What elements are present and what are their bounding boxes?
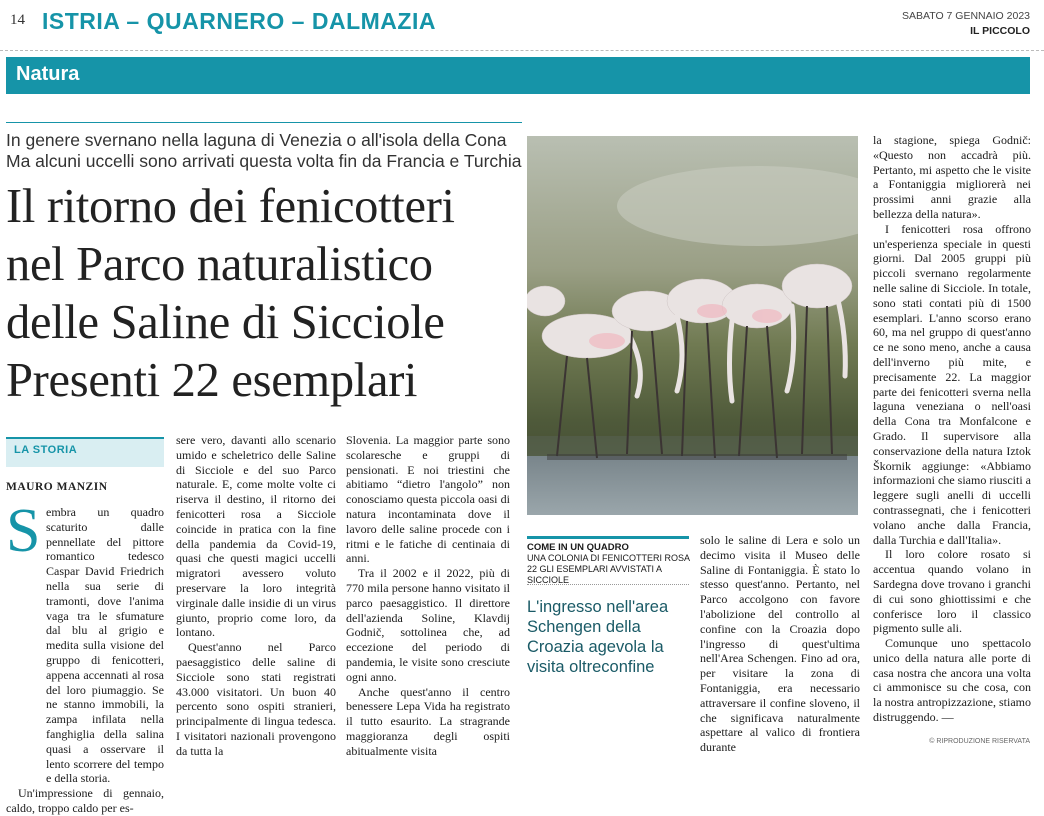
article-column-5 <box>700 533 860 755</box>
paragraph: Un'impressione di gennaio, caldo, troppo caldo per es- <box>6 786 164 815</box>
copyright-notice: © RIPRODUZIONE RISERVATA <box>929 738 1030 745</box>
headline-line-1: Il ritorno dei fenicotteri <box>6 180 455 233</box>
headline-line-4: Presenti 22 esemplari <box>6 354 418 407</box>
paragraph: Slovenia. La maggior parte sono scolaresche e gruppi di pensionati. E noi triestini che abitiamo “dietro l'angolo” non conosciamo questa piccola oasi di natura incontaminata dove il lavoro delle saline procede con i ritmi e le fatiche di centinaia di anni. <box>346 433 510 566</box>
paragraph: Comunque uno spettacolo unico della natura alle porte di casa nostra che ancora una volta ci ammonisce su che cosa, con la nostra antropizzazione, stiamo distruggendo. — <box>873 636 1031 725</box>
paragraph: solo le saline di Lera e solo un decimo visita il Museo delle Saline di Fontaniggia. È stato lo stesso quest'anno. Pertanto, nel Parco accolgono con favore l'abolizione del controllo al confine con la Croazia dopo l'ingresso di quest'ultima nell'Area Schengen. Fino ad ora, per visitare la zona di Fontaniggia, era necessario attraversare il confine sloveno, il che significava naturalmente aspettare al valico di frontiera durante <box>700 533 860 755</box>
page-number: 14 <box>10 12 25 28</box>
paragraph: embra un quadro scaturito dalle pennellate del pittore romantico tedesco Caspar David Friedrich nella sua serie di tramonti, dove l'anima vaga tra le sfumature dal blu al grigio e medita sulla visione del gruppo di fenicotteri, appena accennati al rosa del loro piumaggio. Se ne stanno immobili, la zampa infilata nella fanghiglia della salina quasi a osservare il lento scorrere del tempo e della storia. <box>46 505 164 786</box>
story-label <box>6 437 164 467</box>
headline-line-3: delle Saline di Sicciole <box>6 296 445 349</box>
byline: MAURO MANZIN <box>6 481 108 493</box>
kicker-rule <box>6 122 522 123</box>
section-banner <box>6 57 1030 94</box>
drop-cap: S <box>6 497 41 565</box>
section-title: ISTRIA – QUARNERO – DALMAZIA <box>42 8 436 34</box>
story-label-text: LA STORIA <box>14 444 78 456</box>
paragraph: sere vero, davanti allo scenario umido e scheletrico delle Saline di Sicciole e del suo Parco naturale. E, come molte volte ci riserva il destino, il ritorno dei fenicotteri rosa a Sicciole coincide in pratica con la fine della pandemia da Covid-19, quasi che questi magici uccelli migratori avessero voluto preservare la loro integrità virginale dalle insidie di un virus giunto, proprio come loro, da lontano. <box>176 433 336 640</box>
kicker-line-1: In genere svernano nella laguna di Venezia o all'isola della Cona <box>6 130 507 150</box>
headline <box>6 178 522 410</box>
paragraph: Quest'anno nel Parco paesaggistico delle saline di Sicciole sono stati registrati 43.000 visitatori. Un buon 40 percento sono ospiti stranieri, principalmente di lingua tedesca. I visitatori nazionali provengono da tutta la <box>176 640 336 758</box>
header-divider <box>0 50 1044 51</box>
paragraph: Tra il 2002 e il 2022, più di 770 mila persone hanno visitato il parco paesaggistico. Il direttore dell'azienda Soline, Klavdij Godnič, sottolinea che, ad eccezione del periodo di pandemia, le visite sono cresciute ogni anno. <box>346 566 510 684</box>
caption-rule <box>527 536 689 539</box>
caption-separator <box>527 584 689 585</box>
paragraph: Il loro colore rosato si accentua quando volano in Sardegna dove trovano i granchi di cui sono ghiottissimi e che conferisce loro il classico pigmento sulle ali. <box>873 547 1031 636</box>
paragraph: I fenicotteri rosa offrono un'esperienza speciale in questi giorni. Dal 2005 gruppi più piccoli svernano regolarmente nelle saline di Sicciole. In totale, sono stati contati più di 1500 esemplari. L'anno scorso erano 60, ma nel gruppo di quest'anno ce ne sono meno, anche a causa dell'inverno più mite, e precisamente 22. La maggior parte dei fenicotteri sverna nella laguna veneziana o nell'oasi della Cona tra Monfalcone e Grado. Il supervisore alla conservazione della natura Iztok Škornik aggiunge: «Abbiamo informazioni che siamo riusciti a leggere sugli anelli di uccelli contrassegnati, che i fenicotteri volano anche dalla Francia, dalla Turchia e dall'Italia». <box>873 221 1031 547</box>
issue-date: SABATO 7 GENNAIO 2023 <box>902 10 1030 22</box>
article-column-1 <box>6 505 164 816</box>
article-column-6 <box>873 133 1031 725</box>
caption-heading: COME IN UN QUADRO <box>527 542 629 553</box>
banner-label: Natura <box>16 63 80 85</box>
article-column-3 <box>346 433 510 759</box>
paragraph: la stagione, spiega Godnič: «Questo non accadrà più. Pertanto, mi aspetto che le visite a Fontaniggia migliorerà nei prossimi anni grazie alla bellezza della natura». <box>873 133 1031 221</box>
flamingo-photo <box>527 136 858 515</box>
caption-text: UNA COLONIA DI FENICOTTERI ROSA 22 GLI ESEMPLARI AVVISTATI A SICCIOLE <box>527 553 690 585</box>
headline-line-2: nel Parco naturalistico <box>6 238 433 291</box>
article-column-2 <box>176 433 336 759</box>
paragraph: Anche quest'anno il centro benessere Lepa Vida ha registrato il tutto esaurito. La stragrande maggioranza degli ospiti abitualmente visita <box>346 684 510 758</box>
kicker <box>6 130 522 172</box>
newspaper-name: IL PICCOLO <box>970 25 1030 37</box>
pull-quote: L'ingresso nell'area Schengen della Croazia agevola la visita oltreconfine <box>527 598 669 676</box>
kicker-line-2: Ma alcuni uccelli sono arrivati questa volta fin da Francia e Turchia <box>6 151 522 171</box>
